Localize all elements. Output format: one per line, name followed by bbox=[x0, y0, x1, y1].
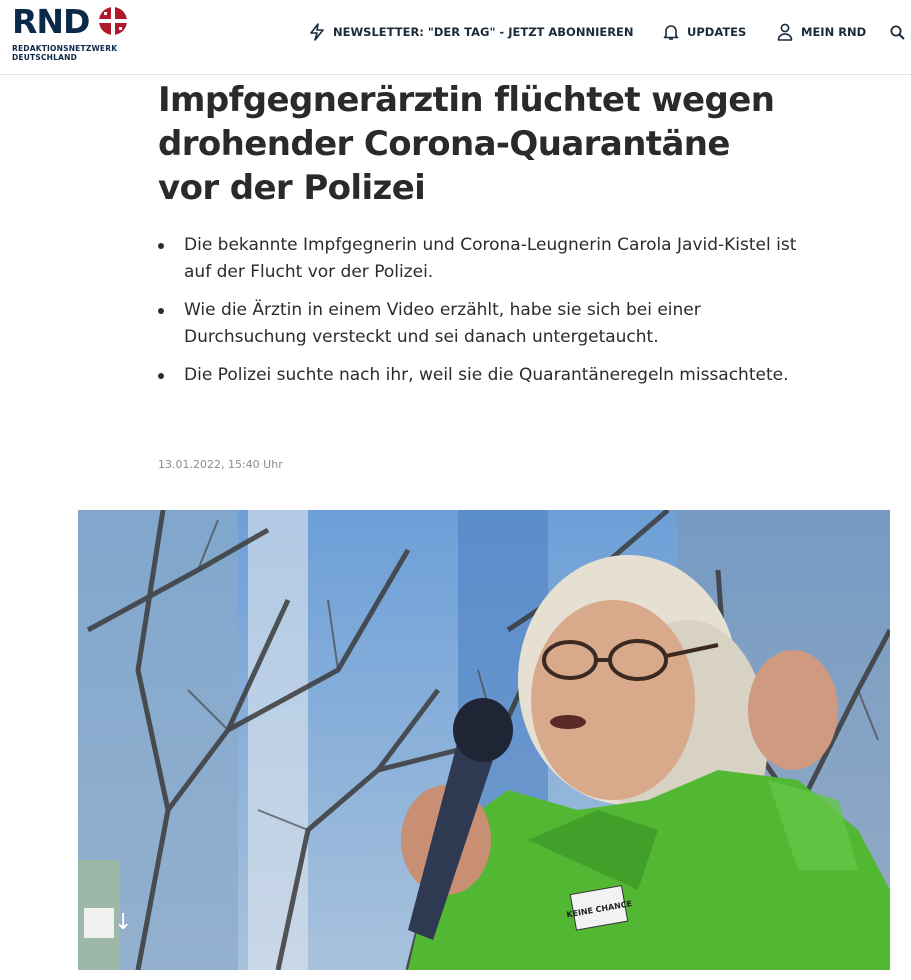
summary-bullet: Wie die Ärztin in einem Video erzählt, habe sie sich bei einer Durchsuchung versteckt und sei danach untergetaucht. bbox=[158, 297, 798, 351]
article-date: 13.01.2022, 15:40 Uhr bbox=[158, 458, 283, 471]
search-button[interactable] bbox=[890, 22, 905, 42]
rnd-logo[interactable] bbox=[12, 4, 142, 64]
logo-subline bbox=[12, 44, 117, 62]
logo-subline-1: REDAKTIONSNETZWERK bbox=[12, 44, 118, 53]
user-icon bbox=[777, 23, 793, 41]
logo-globe-icon bbox=[98, 6, 128, 36]
article-headline: Impfgegnerärztin flüchtet wegen drohender Corona-Quarantäne vor der Polizei bbox=[158, 80, 775, 208]
hero-photo-illustration bbox=[78, 510, 890, 970]
down-arrow-icon[interactable]: ↓ bbox=[114, 910, 133, 935]
summary-bullet: Die Polizei suchte nach ihr, weil sie die Quarantäneregeln missachtete. bbox=[158, 362, 798, 389]
mein-rnd-link[interactable] bbox=[777, 22, 866, 42]
summary-bullet: Die bekannte Impfgegnerin und Corona-Leugnerin Carola Javid-Kistel ist auf der Flucht vor der Polizei. bbox=[158, 232, 798, 286]
updates-label: UPDATES bbox=[687, 25, 747, 39]
mein-rnd-label: MEIN RND bbox=[801, 25, 867, 39]
logo-subline-2: DEUTSCHLAND bbox=[12, 53, 78, 62]
newsletter-link[interactable] bbox=[309, 22, 634, 42]
bell-icon bbox=[663, 23, 679, 41]
updates-link[interactable] bbox=[663, 22, 746, 42]
search-icon bbox=[890, 25, 905, 40]
lightning-icon bbox=[309, 23, 325, 41]
logo-wordmark: RND bbox=[12, 2, 90, 41]
article-summary-list bbox=[158, 232, 798, 400]
badge-text: KEINE CHANCE bbox=[565, 899, 633, 920]
article-hero-image[interactable] bbox=[78, 510, 890, 970]
newsletter-label: NEWSLETTER: "DER TAG" - JETZT ABONNIEREN bbox=[333, 25, 634, 39]
site-header bbox=[0, 0, 911, 75]
